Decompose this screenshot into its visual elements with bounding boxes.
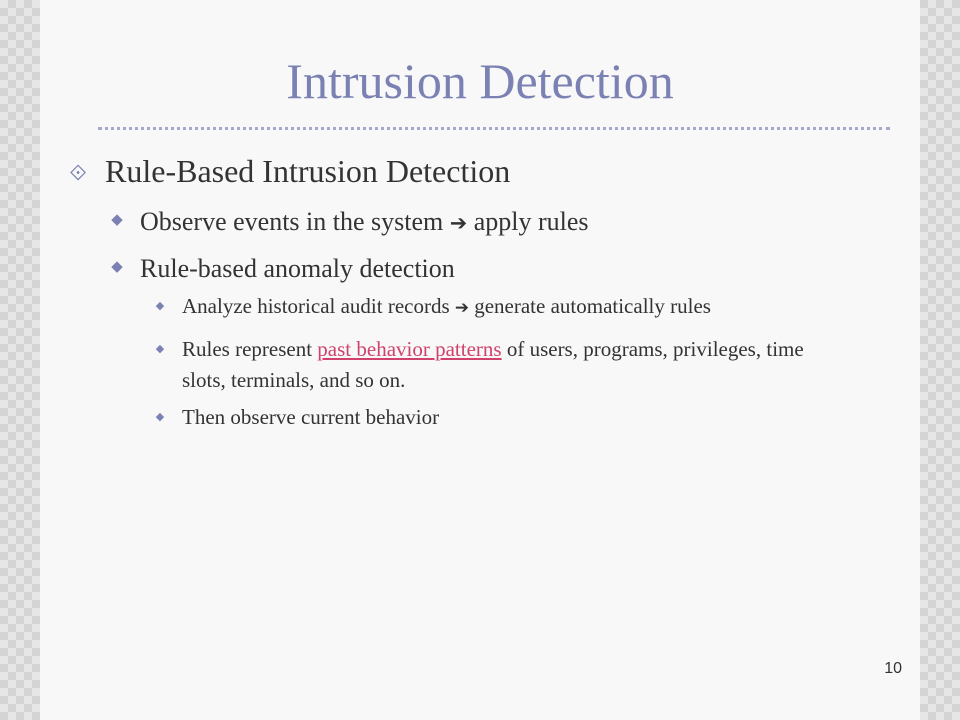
bullet-text: Then observe current behavior xyxy=(182,405,440,429)
bullet-text-before: Analyze historical audit records xyxy=(182,294,450,318)
diamond-small-icon: ◆ xyxy=(155,343,165,355)
bullet-text xyxy=(182,291,903,323)
bullet-text-before: Rules represent xyxy=(182,337,318,361)
bullet-level2 xyxy=(108,203,589,240)
bullet-text: Rule-based anomaly detection xyxy=(140,254,455,283)
bullet-text-after: apply rules xyxy=(473,207,589,236)
slide xyxy=(40,0,920,720)
bullet-text-before: Observe events in the system xyxy=(140,207,444,236)
title-divider xyxy=(98,127,890,130)
bullet-text-after: generate automatically rules xyxy=(474,294,711,318)
diamond-small-icon: ◆ xyxy=(155,411,165,423)
bullet-text xyxy=(182,334,833,396)
bullet-level3 xyxy=(153,291,903,323)
bullet-level3 xyxy=(153,334,833,396)
bullet-text: Rule-Based Intrusion Detection xyxy=(105,153,511,189)
diamond-filled-icon: ◆ xyxy=(111,259,123,275)
diamond-filled-icon: ◆ xyxy=(111,212,123,228)
bullet-level2 xyxy=(108,250,455,286)
bullet-level1 xyxy=(65,150,510,194)
highlighted-link[interactable]: past behavior patterns xyxy=(317,337,502,361)
diamond-small-icon: ◆ xyxy=(155,300,165,312)
right-arrow-icon: ➔ xyxy=(449,211,468,235)
slide-title: Intrusion Detection xyxy=(286,53,674,109)
bullet-text-after: of users, programs, privileges, time slots, terminals, and so on. xyxy=(182,337,804,392)
page-number: 10 xyxy=(884,660,902,677)
diamond-outline-icon: ⟐ xyxy=(69,160,87,185)
right-arrow-icon: ➔ xyxy=(454,297,469,317)
bullet-level3 xyxy=(153,402,853,433)
